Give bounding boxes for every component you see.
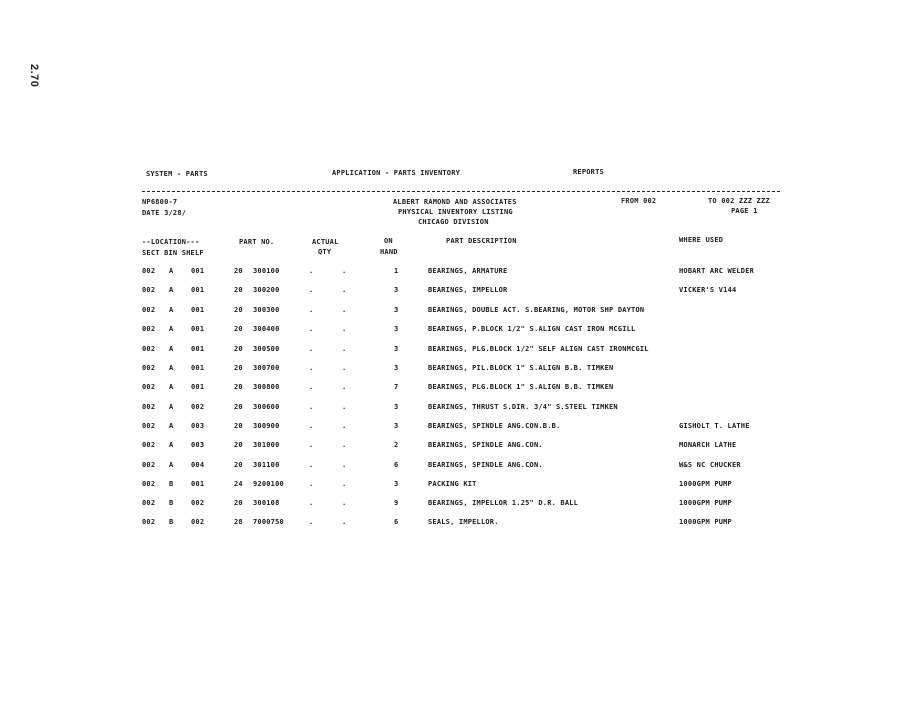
cell-bin: A (169, 267, 174, 275)
cell-part-no: 301000 (253, 441, 280, 449)
cell-description: BEARINGS, DOUBLE ACT. S.BEARING, MOTOR SHP DAYTON (428, 306, 645, 314)
col-location: --LOCATION--- (142, 238, 200, 246)
cell-bin: A (169, 422, 174, 430)
cell-bin: A (169, 286, 174, 294)
col-actual: ACTUAL (312, 238, 339, 246)
actual-qty-dot-right: . (342, 286, 347, 294)
cell-shelf: 002 (191, 518, 205, 526)
range-to: TO 002 ZZZ ZZZ (708, 197, 770, 205)
cell-description: BEARINGS, PLG.BLOCK 1/2" SELF ALIGN CAST IRONMCGIL (428, 345, 649, 353)
actual-qty-dot-left: . (309, 345, 314, 353)
cell-on-hand: 3 (394, 422, 399, 430)
cell-sect: 002 (142, 518, 156, 526)
actual-qty-dot-right: . (342, 461, 347, 469)
cell-description: BEARINGS, PLG.BLOCK 1" S.ALIGN B.B. TIMKEN (428, 383, 614, 391)
cell-shelf: 001 (191, 345, 205, 353)
cell-sect: 002 (142, 306, 156, 314)
actual-qty-dot-right: . (342, 383, 347, 391)
table-row (0, 403, 900, 413)
cell-bin: B (169, 518, 174, 526)
cell-on-hand: 6 (394, 518, 399, 526)
cell-description: BEARINGS, IMPELLOR 1.25" D.R. BALL (428, 499, 579, 507)
actual-qty-dot-right: . (342, 441, 347, 449)
page-indicator: PAGE 1 (731, 207, 758, 215)
cell-part-no: 300500 (253, 345, 280, 353)
cell-description: BEARINGS, SPINDLE ANG.CON.B.B. (428, 422, 561, 430)
actual-qty-dot-left: . (309, 480, 314, 488)
cell-part-no: 300300 (253, 306, 280, 314)
cell-on-hand: 3 (394, 403, 399, 411)
col-location-sub: SECT BIN SHELF (142, 249, 204, 257)
range-from: FROM 002 (621, 197, 657, 205)
cell-shelf: 001 (191, 480, 205, 488)
cell-sect: 002 (142, 383, 156, 391)
actual-qty-dot-left: . (309, 383, 314, 391)
cell-part-no: 7000750 (253, 518, 284, 526)
actual-qty-dot-left: . (309, 461, 314, 469)
system-label: SYSTEM - PARTS (146, 170, 208, 178)
cell-shelf: 002 (191, 403, 205, 411)
col-qty: QTY (318, 248, 332, 256)
cell-shelf: 001 (191, 383, 205, 391)
cell-sect: 002 (142, 403, 156, 411)
cell-part-prefix: 20 (234, 364, 243, 372)
cell-on-hand: 3 (394, 325, 399, 333)
cell-bin: A (169, 345, 174, 353)
cell-bin: A (169, 325, 174, 333)
cell-shelf: 001 (191, 286, 205, 294)
dashed-divider (142, 191, 780, 192)
cell-bin: A (169, 403, 174, 411)
table-row (0, 422, 900, 432)
cell-on-hand: 3 (394, 306, 399, 314)
cell-part-no: 300400 (253, 325, 280, 333)
cell-bin: A (169, 383, 174, 391)
cell-sect: 002 (142, 480, 156, 488)
cell-shelf: 001 (191, 325, 205, 333)
cell-where-used: MONARCH LATHE (679, 441, 737, 449)
actual-qty-dot-right: . (342, 267, 347, 275)
cell-part-prefix: 24 (234, 480, 243, 488)
cell-sect: 002 (142, 325, 156, 333)
col-part-no: PART NO. (239, 238, 275, 246)
cell-sect: 002 (142, 499, 156, 507)
cell-part-no: 300100 (253, 267, 280, 275)
cell-part-prefix: 20 (234, 461, 243, 469)
report-id: NP6800-7 (142, 198, 178, 206)
cell-part-prefix: 20 (234, 267, 243, 275)
cell-part-prefix: 20 (234, 422, 243, 430)
actual-qty-dot-right: . (342, 306, 347, 314)
cell-on-hand: 3 (394, 286, 399, 294)
cell-shelf: 001 (191, 306, 205, 314)
cell-part-prefix: 20 (234, 345, 243, 353)
actual-qty-dot-left: . (309, 306, 314, 314)
col-where-used: WHERE USED (679, 236, 724, 244)
report-title: PHYSICAL INVENTORY LISTING (398, 208, 513, 216)
table-row (0, 306, 900, 316)
actual-qty-dot-left: . (309, 422, 314, 430)
cell-bin: A (169, 364, 174, 372)
table-row (0, 364, 900, 374)
cell-bin: A (169, 461, 174, 469)
report-date: DATE 3/28/ (142, 209, 187, 217)
actual-qty-dot-left: . (309, 441, 314, 449)
actual-qty-dot-right: . (342, 325, 347, 333)
cell-on-hand: 9 (394, 499, 399, 507)
cell-description: PACKING KIT (428, 480, 477, 488)
table-row (0, 286, 900, 296)
actual-qty-dot-left: . (309, 364, 314, 372)
cell-where-used: W&S NC CHUCKER (679, 461, 741, 469)
col-hand: HAND (380, 248, 398, 256)
actual-qty-dot-right: . (342, 364, 347, 372)
actual-qty-dot-right: . (342, 480, 347, 488)
cell-description: BEARINGS, THRUST S.DIR. 3/4" S.STEEL TIMKEN (428, 403, 618, 411)
cell-on-hand: 3 (394, 364, 399, 372)
actual-qty-dot-right: . (342, 345, 347, 353)
cell-description: BEARINGS, SPINDLE ANG.CON. (428, 441, 543, 449)
cell-part-no: 301100 (253, 461, 280, 469)
cell-bin: A (169, 441, 174, 449)
actual-qty-dot-right: . (342, 518, 347, 526)
cell-where-used: 1000GPM PUMP (679, 480, 732, 488)
cell-on-hand: 2 (394, 441, 399, 449)
cell-sect: 002 (142, 422, 156, 430)
cell-part-no: 300900 (253, 422, 280, 430)
cell-on-hand: 1 (394, 267, 399, 275)
cell-part-no: 300108 (253, 499, 280, 507)
cell-part-prefix: 20 (234, 383, 243, 391)
table-row (0, 441, 900, 451)
cell-shelf: 003 (191, 422, 205, 430)
division-name: CHICAGO DIVISION (418, 218, 489, 226)
table-row (0, 267, 900, 277)
application-label: APPLICATION - PARTS INVENTORY (332, 169, 461, 177)
cell-where-used: 1000GPM PUMP (679, 518, 732, 526)
page-number: 2.70 (28, 64, 40, 88)
cell-shelf: 001 (191, 364, 205, 372)
cell-part-prefix: 20 (234, 325, 243, 333)
cell-part-prefix: 20 (234, 403, 243, 411)
table-row (0, 345, 900, 355)
cell-on-hand: 7 (394, 383, 399, 391)
cell-description: BEARINGS, PIL.BLOCK 1" S.ALIGN B.B. TIMKEN (428, 364, 614, 372)
actual-qty-dot-left: . (309, 518, 314, 526)
table-row (0, 383, 900, 393)
cell-sect: 002 (142, 267, 156, 275)
cell-on-hand: 3 (394, 480, 399, 488)
cell-sect: 002 (142, 461, 156, 469)
cell-where-used: HOBART ARC WELDER (679, 267, 755, 275)
cell-part-no: 9200100 (253, 480, 284, 488)
reports-label: REPORTS (573, 168, 604, 176)
cell-where-used: GISHOLT T. LATHE (679, 422, 750, 430)
cell-part-prefix: 20 (234, 286, 243, 294)
cell-description: BEARINGS, ARMATURE (428, 267, 508, 275)
cell-sect: 002 (142, 364, 156, 372)
cell-sect: 002 (142, 286, 156, 294)
cell-part-no: 300800 (253, 383, 280, 391)
cell-part-prefix: 28 (234, 518, 243, 526)
table-row (0, 518, 900, 528)
actual-qty-dot-left: . (309, 325, 314, 333)
cell-sect: 002 (142, 345, 156, 353)
cell-part-no: 300700 (253, 364, 280, 372)
cell-description: BEARINGS, SPINDLE ANG.CON. (428, 461, 543, 469)
table-row (0, 480, 900, 490)
actual-qty-dot-left: . (309, 286, 314, 294)
actual-qty-dot-left: . (309, 267, 314, 275)
actual-qty-dot-right: . (342, 499, 347, 507)
cell-description: BEARINGS, IMPELLOR (428, 286, 508, 294)
cell-on-hand: 6 (394, 461, 399, 469)
company-name: ALBERT RAMOND AND ASSOCIATES (393, 198, 517, 206)
cell-where-used: VICKER'S V144 (679, 286, 737, 294)
cell-shelf: 002 (191, 499, 205, 507)
cell-bin: B (169, 499, 174, 507)
cell-bin: A (169, 306, 174, 314)
col-on: ON (384, 237, 393, 245)
actual-qty-dot-left: . (309, 403, 314, 411)
cell-shelf: 004 (191, 461, 205, 469)
cell-description: SEALS, IMPELLOR. (428, 518, 499, 526)
cell-part-prefix: 20 (234, 441, 243, 449)
cell-part-no: 300600 (253, 403, 280, 411)
table-row (0, 325, 900, 335)
cell-description: BEARINGS, P.BLOCK 1/2" S.ALIGN CAST IRON MCGILL (428, 325, 636, 333)
cell-part-prefix: 20 (234, 306, 243, 314)
col-description: PART DESCRIPTION (446, 237, 517, 245)
actual-qty-dot-right: . (342, 422, 347, 430)
table-row (0, 499, 900, 509)
cell-shelf: 001 (191, 267, 205, 275)
cell-sect: 002 (142, 441, 156, 449)
cell-part-prefix: 20 (234, 499, 243, 507)
cell-part-no: 300200 (253, 286, 280, 294)
cell-where-used: 1000GPM PUMP (679, 499, 732, 507)
actual-qty-dot-right: . (342, 403, 347, 411)
actual-qty-dot-left: . (309, 499, 314, 507)
cell-bin: B (169, 480, 174, 488)
table-row (0, 461, 900, 471)
cell-on-hand: 3 (394, 345, 399, 353)
cell-shelf: 003 (191, 441, 205, 449)
